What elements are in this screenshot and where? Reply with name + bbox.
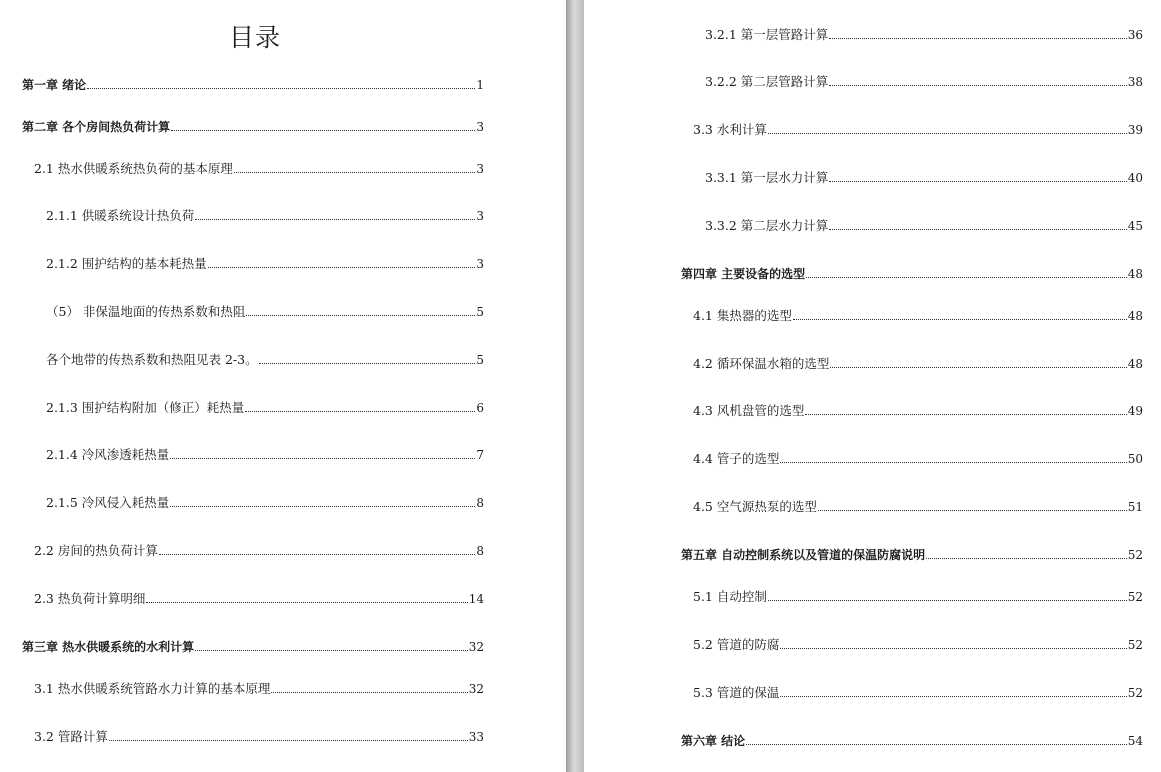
toc-entry[interactable] (693, 355, 1143, 373)
toc-entry-label: 第二章 各个房间热负荷计算 (22, 120, 171, 134)
toc-entry[interactable] (693, 450, 1143, 468)
toc-entry-label: 4.5 空气源热泵的选型 (693, 499, 817, 514)
toc-entry[interactable] (34, 728, 484, 746)
toc-leader-dots (208, 255, 476, 268)
toc-leader-dots (805, 402, 1126, 415)
toc-entry[interactable] (693, 121, 1143, 139)
toc-entry-page: 50 (1127, 452, 1143, 466)
toc-entry-label: 2.2 房间的热负荷计算 (34, 543, 158, 558)
toc-entry[interactable] (693, 636, 1143, 654)
toc-entry-label: 3.2.1 第一层管路计算 (705, 27, 829, 42)
toc-leader-dots (245, 399, 475, 412)
toc-entry-label: 第四章 主要设备的选型 (681, 267, 806, 281)
toc-entry[interactable] (693, 307, 1143, 325)
toc-entry[interactable] (681, 265, 1143, 283)
toc-entry-page: 48 (1127, 357, 1143, 371)
toc-entry-page: 52 (1127, 686, 1143, 700)
toc-leader-dots (780, 636, 1126, 649)
toc-entry[interactable] (705, 73, 1143, 91)
toc-entry[interactable] (34, 160, 484, 178)
toc-entry-page: 40 (1127, 171, 1143, 185)
toc-entry[interactable] (34, 590, 484, 608)
toc-entry-label: 2.1.2 围护结构的基本耗热量 (46, 256, 207, 271)
toc-entry-label: 4.1 集热器的选型 (693, 308, 792, 323)
toc-leader-dots (246, 303, 475, 316)
toc-entry-page: 49 (1127, 404, 1143, 418)
toc-entry-page: 39 (1127, 123, 1143, 137)
toc-entry-label: 5.3 管道的保温 (693, 685, 780, 700)
toc-leader-dots (171, 118, 475, 131)
toc-entry-page: 52 (1127, 548, 1143, 562)
toc-entry[interactable] (681, 732, 1143, 750)
toc-leader-dots (806, 265, 1127, 278)
toc-entry-label: 第一章 绪论 (22, 78, 87, 92)
toc-entry-page: 7 (476, 448, 484, 462)
toc-leader-dots (780, 450, 1126, 463)
toc-entry-page: 52 (1127, 638, 1143, 652)
toc-entry[interactable] (22, 638, 484, 656)
toc-leader-dots (780, 684, 1126, 697)
toc-entry[interactable] (34, 680, 484, 698)
toc-leader-dots (830, 355, 1126, 368)
toc-entry-label: 3.3.1 第一层水力计算 (705, 170, 829, 185)
toc-entry-label: 4.3 风机盘管的选型 (693, 403, 805, 418)
toc-entry[interactable] (46, 351, 484, 369)
toc-entry-label: 3.2 管路计算 (34, 729, 108, 744)
toc-entry-page: 52 (1127, 590, 1143, 604)
toc-entry[interactable] (46, 207, 484, 225)
toc-entry-page: 36 (1127, 28, 1143, 42)
toc-entry-page: 45 (1127, 219, 1143, 233)
toc-leader-dots (829, 169, 1126, 182)
toc-leader-dots (829, 73, 1126, 86)
toc-leader-dots (195, 638, 468, 651)
toc-leader-dots (926, 546, 1127, 559)
toc-leader-dots (768, 121, 1127, 134)
toc-leader-dots (793, 307, 1127, 320)
page-gutter (566, 0, 584, 772)
toc-entry[interactable] (693, 684, 1143, 702)
toc-entry-page: 5 (476, 305, 484, 319)
toc-entry-page: 3 (476, 162, 484, 176)
toc-entry[interactable] (705, 26, 1143, 44)
toc-entry-label: 2.3 热负荷计算明细 (34, 591, 146, 606)
toc-entry[interactable] (46, 303, 484, 321)
document-page-right (584, 0, 1161, 772)
toc-entry-label: 3.3.2 第二层水力计算 (705, 218, 829, 233)
toc-leader-dots (768, 588, 1127, 601)
toc-entry-page: 3 (476, 209, 484, 223)
toc-leader-dots (829, 26, 1126, 39)
toc-entry-page: 32 (468, 682, 484, 696)
toc-entry-label: 2.1.4 冷风渗透耗热量 (46, 447, 170, 462)
toc-entry[interactable] (22, 118, 484, 136)
toc-entry-label: 2.1.3 围护结构附加（修正）耗热量 (46, 400, 245, 415)
toc-leader-dots (818, 498, 1127, 511)
toc-entry[interactable] (22, 76, 484, 94)
toc-entry-label: 第五章 自动控制系统以及管道的保温防腐说明 (681, 548, 926, 562)
document-page-left (0, 0, 566, 772)
toc-entry-page: 5 (476, 353, 484, 367)
toc-entry-page: 48 (1127, 267, 1143, 281)
toc-entry[interactable] (34, 542, 484, 560)
toc-entry-label: 第六章 结论 (681, 734, 746, 748)
toc-entry-label: 4.4 管子的选型 (693, 451, 780, 466)
toc-leader-dots (159, 542, 476, 555)
toc-entry-label: 第三章 热水供暖系统的水利计算 (22, 640, 195, 654)
toc-entry[interactable] (46, 494, 484, 512)
toc-entry-label: 2.1.1 供暖系统设计热负荷 (46, 208, 195, 223)
toc-leader-dots (259, 351, 476, 364)
toc-entry[interactable] (693, 402, 1143, 420)
toc-entry[interactable] (693, 498, 1143, 516)
toc-entry-label: 2.1 热水供暖系统热负荷的基本原理 (34, 161, 233, 176)
toc-entry-page: 3 (476, 257, 484, 271)
toc-entry-label: （5） 非保温地面的传热系数和热阻 (46, 304, 246, 319)
toc-entry-page: 54 (1127, 734, 1143, 748)
page-title: 目录 (228, 23, 281, 52)
toc-entry[interactable] (46, 399, 484, 417)
toc-entry-page: 3 (476, 120, 484, 134)
toc-leader-dots (746, 732, 1127, 745)
toc-entry-label: 5.2 管道的防腐 (693, 637, 780, 652)
toc-entry-page: 33 (468, 730, 484, 744)
toc-entry-page: 48 (1127, 309, 1143, 323)
toc-entry[interactable] (681, 546, 1143, 564)
toc-entry-label: 3.2.2 第二层管路计算 (705, 74, 829, 89)
toc-entry-page: 8 (476, 544, 484, 558)
toc-entry-label: 4.2 循环保温水箱的选型 (693, 356, 830, 371)
toc-entry-label: 5.1 自动控制 (693, 589, 767, 604)
toc-leader-dots (170, 494, 475, 507)
toc-entry-page: 38 (1127, 75, 1143, 89)
toc-leader-dots (271, 680, 467, 693)
toc-entry-page: 32 (468, 640, 484, 654)
toc-entry[interactable] (705, 217, 1143, 235)
toc-entry-label: 2.1.5 冷风侵入耗热量 (46, 495, 170, 510)
toc-leader-dots (109, 728, 468, 741)
toc-leader-dots (146, 590, 467, 603)
toc-leader-dots (195, 207, 475, 220)
toc-entry-label: 3.1 热水供暖系统管路水力计算的基本原理 (34, 681, 271, 696)
toc-leader-dots (170, 446, 475, 459)
toc-entry[interactable] (693, 588, 1143, 606)
toc-entry-label: 各个地带的传热系数和热阻见表 2-3。 (46, 352, 258, 367)
toc-entry-page: 14 (468, 592, 484, 606)
toc-entry-page: 8 (476, 496, 484, 510)
toc-entry-page: 6 (476, 401, 484, 415)
toc-entry-page: 51 (1127, 500, 1143, 514)
toc-leader-dots (87, 76, 475, 89)
toc-entry[interactable] (705, 169, 1143, 187)
toc-entry[interactable] (46, 255, 484, 273)
toc-leader-dots (829, 217, 1126, 230)
toc-entry-page: 1 (476, 78, 484, 92)
toc-entry-label: 3.3 水利计算 (693, 122, 767, 137)
toc-leader-dots (234, 160, 476, 173)
toc-entry[interactable] (46, 446, 484, 464)
